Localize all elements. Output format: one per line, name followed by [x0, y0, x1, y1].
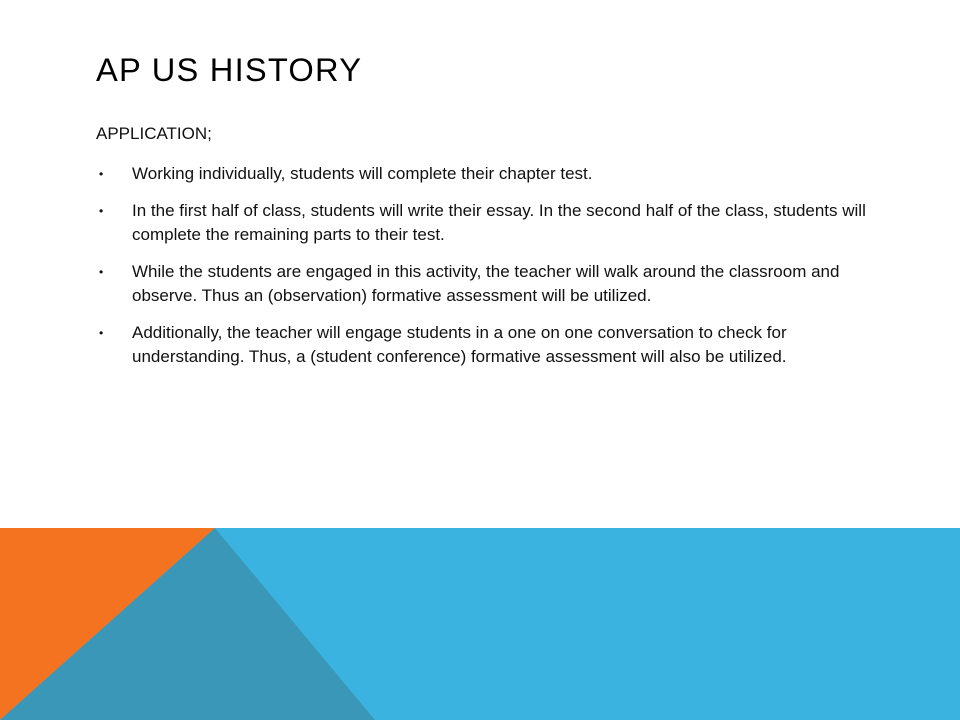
bullet-text: Working individually, students will complete their chapter test. — [132, 164, 593, 183]
bullet-icon: • — [99, 204, 104, 218]
footer-decoration — [0, 528, 960, 720]
bullet-item — [96, 260, 886, 308]
bullet-item — [96, 162, 886, 186]
bullet-icon: • — [99, 265, 104, 279]
bullet-icon: • — [99, 167, 104, 181]
bullet-item — [96, 321, 886, 369]
bullet-text: In the first half of class, students will write their essay. In the second half of the class, students will complete the remaining parts to their test. — [132, 201, 866, 244]
intro-label: APPLICATION; — [96, 124, 212, 143]
bullet-text: While the students are engaged in this activity, the teacher will walk around the classroom and observe. Thus an (observation) formative assessment will be utilized. — [132, 262, 840, 305]
slide-body — [96, 122, 886, 382]
slide-title: AP US HISTORY — [96, 52, 363, 88]
bullet-icon: • — [99, 326, 104, 340]
bullet-text: Additionally, the teacher will engage students in a one on one conversation to check for understanding. Thus, a (student conference) formative assessment will also be utilized. — [132, 323, 787, 366]
bullet-item — [96, 199, 886, 247]
bullet-list — [96, 162, 886, 369]
